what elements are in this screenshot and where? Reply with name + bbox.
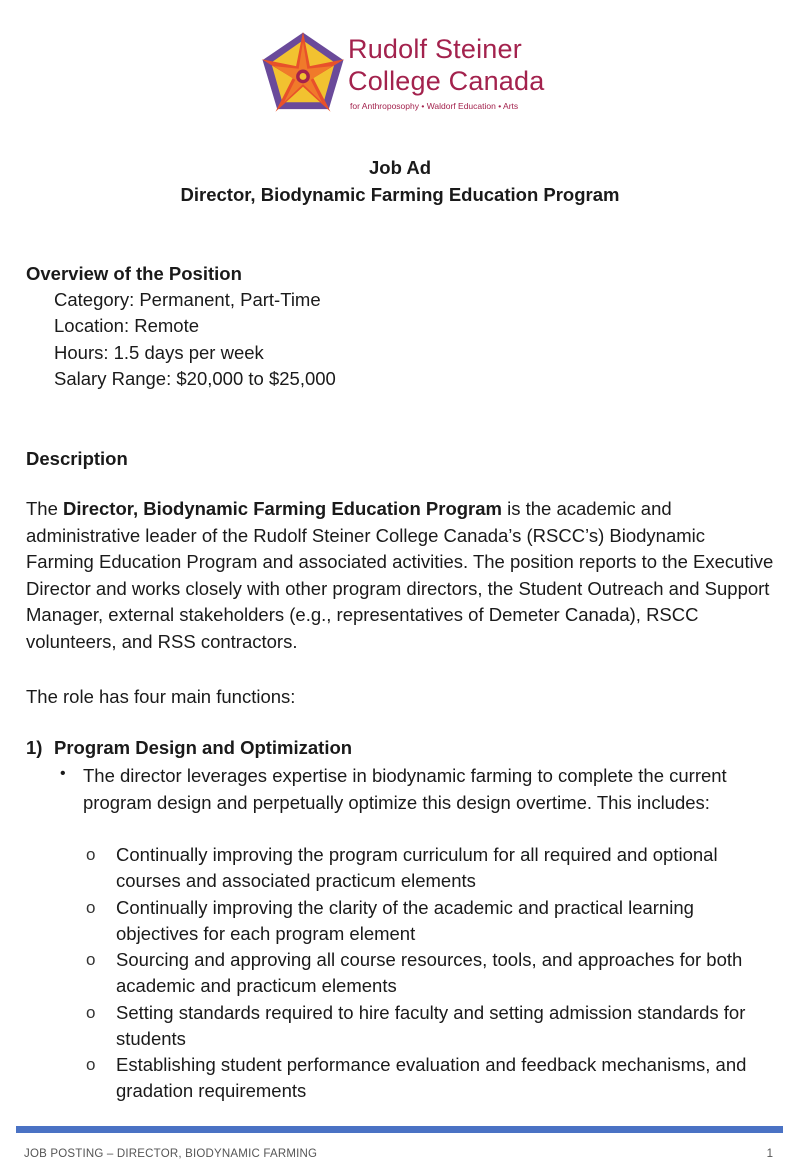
doc-title-line-2: Director, Biodynamic Farming Education Program [180,184,620,205]
description-paragraph [26,496,776,655]
functions-intro: The role has four main functions: [26,686,296,707]
sub-item-3: Sourcing and approving all course resources, tools, and approaches for both academic and practicum elements [116,949,743,996]
overview-hours: Hours: 1.5 days per week [54,342,264,363]
section-1-title: Program Design and Optimization [54,737,353,758]
logo-line-2: College Canada [348,66,545,96]
logo-tagline: for Anthroposophy • Waldorf Education • Arts [350,101,519,111]
sub-bullet-icon: o [86,1055,96,1074]
overview-location: Location: Remote [54,315,200,336]
description-heading: Description [26,448,128,469]
section-1-number: 1) [26,737,43,758]
doc-title-line-1: Job Ad [368,157,431,178]
sub-bullet-icon: o [86,845,96,864]
description-lead: The [26,498,64,519]
overview-salary: Salary Range: $20,000 to $25,000 [54,368,336,389]
footer-rule [16,1126,783,1133]
star-logo-icon [260,30,346,116]
overview-heading: Overview of the Position [26,263,242,284]
sub-bullet-icon: o [86,898,96,917]
sub-item-2: Continually improving the clarity of the academic and practical learning objectives for each program element [116,897,694,944]
sub-item-1: Continually improving the program curriculum for all required and optional courses and associated practicum elements [116,844,718,891]
sub-bullet-icon: o [86,1003,96,1022]
overview-category: Category: Permanent, Part-Time [54,289,321,310]
footer-text: JOB POSTING – DIRECTOR, BIODYNAMIC FARMING [24,1148,318,1160]
description-body: is the academic and administrative leader of the Rudolf Steiner College Canada’s (RSCC’s) Biodynamic Farming Education Program and associated activities. The position reports to the Executive Director and works closely with other program directors, the Student Outreach and Support Manager, external stakeholders (e.g., representatives of Demeter Canada), RSCC volunteers, and RSS contractors. [26,498,774,652]
college-logo [260,30,550,120]
section-1-heading [26,737,352,759]
page-number: 1 [766,1148,773,1160]
bullet-icon: • [60,765,66,782]
section-1-bullet: The director leverages expertise in biodynamic farming to complete the current program design and perpetually optimize this design overtime. This includes: [83,765,727,813]
sub-item-5: Establishing student performance evaluation and feedback mechanisms, and gradation requirements [116,1054,747,1101]
sub-bullet-icon: o [86,950,96,969]
position-title-bold: Director, Biodynamic Farming Education Program [63,498,502,519]
sub-item-4: Setting standards required to hire faculty and setting admission standards for students [116,1002,746,1049]
logo-line-1: Rudolf Steiner [348,34,522,64]
